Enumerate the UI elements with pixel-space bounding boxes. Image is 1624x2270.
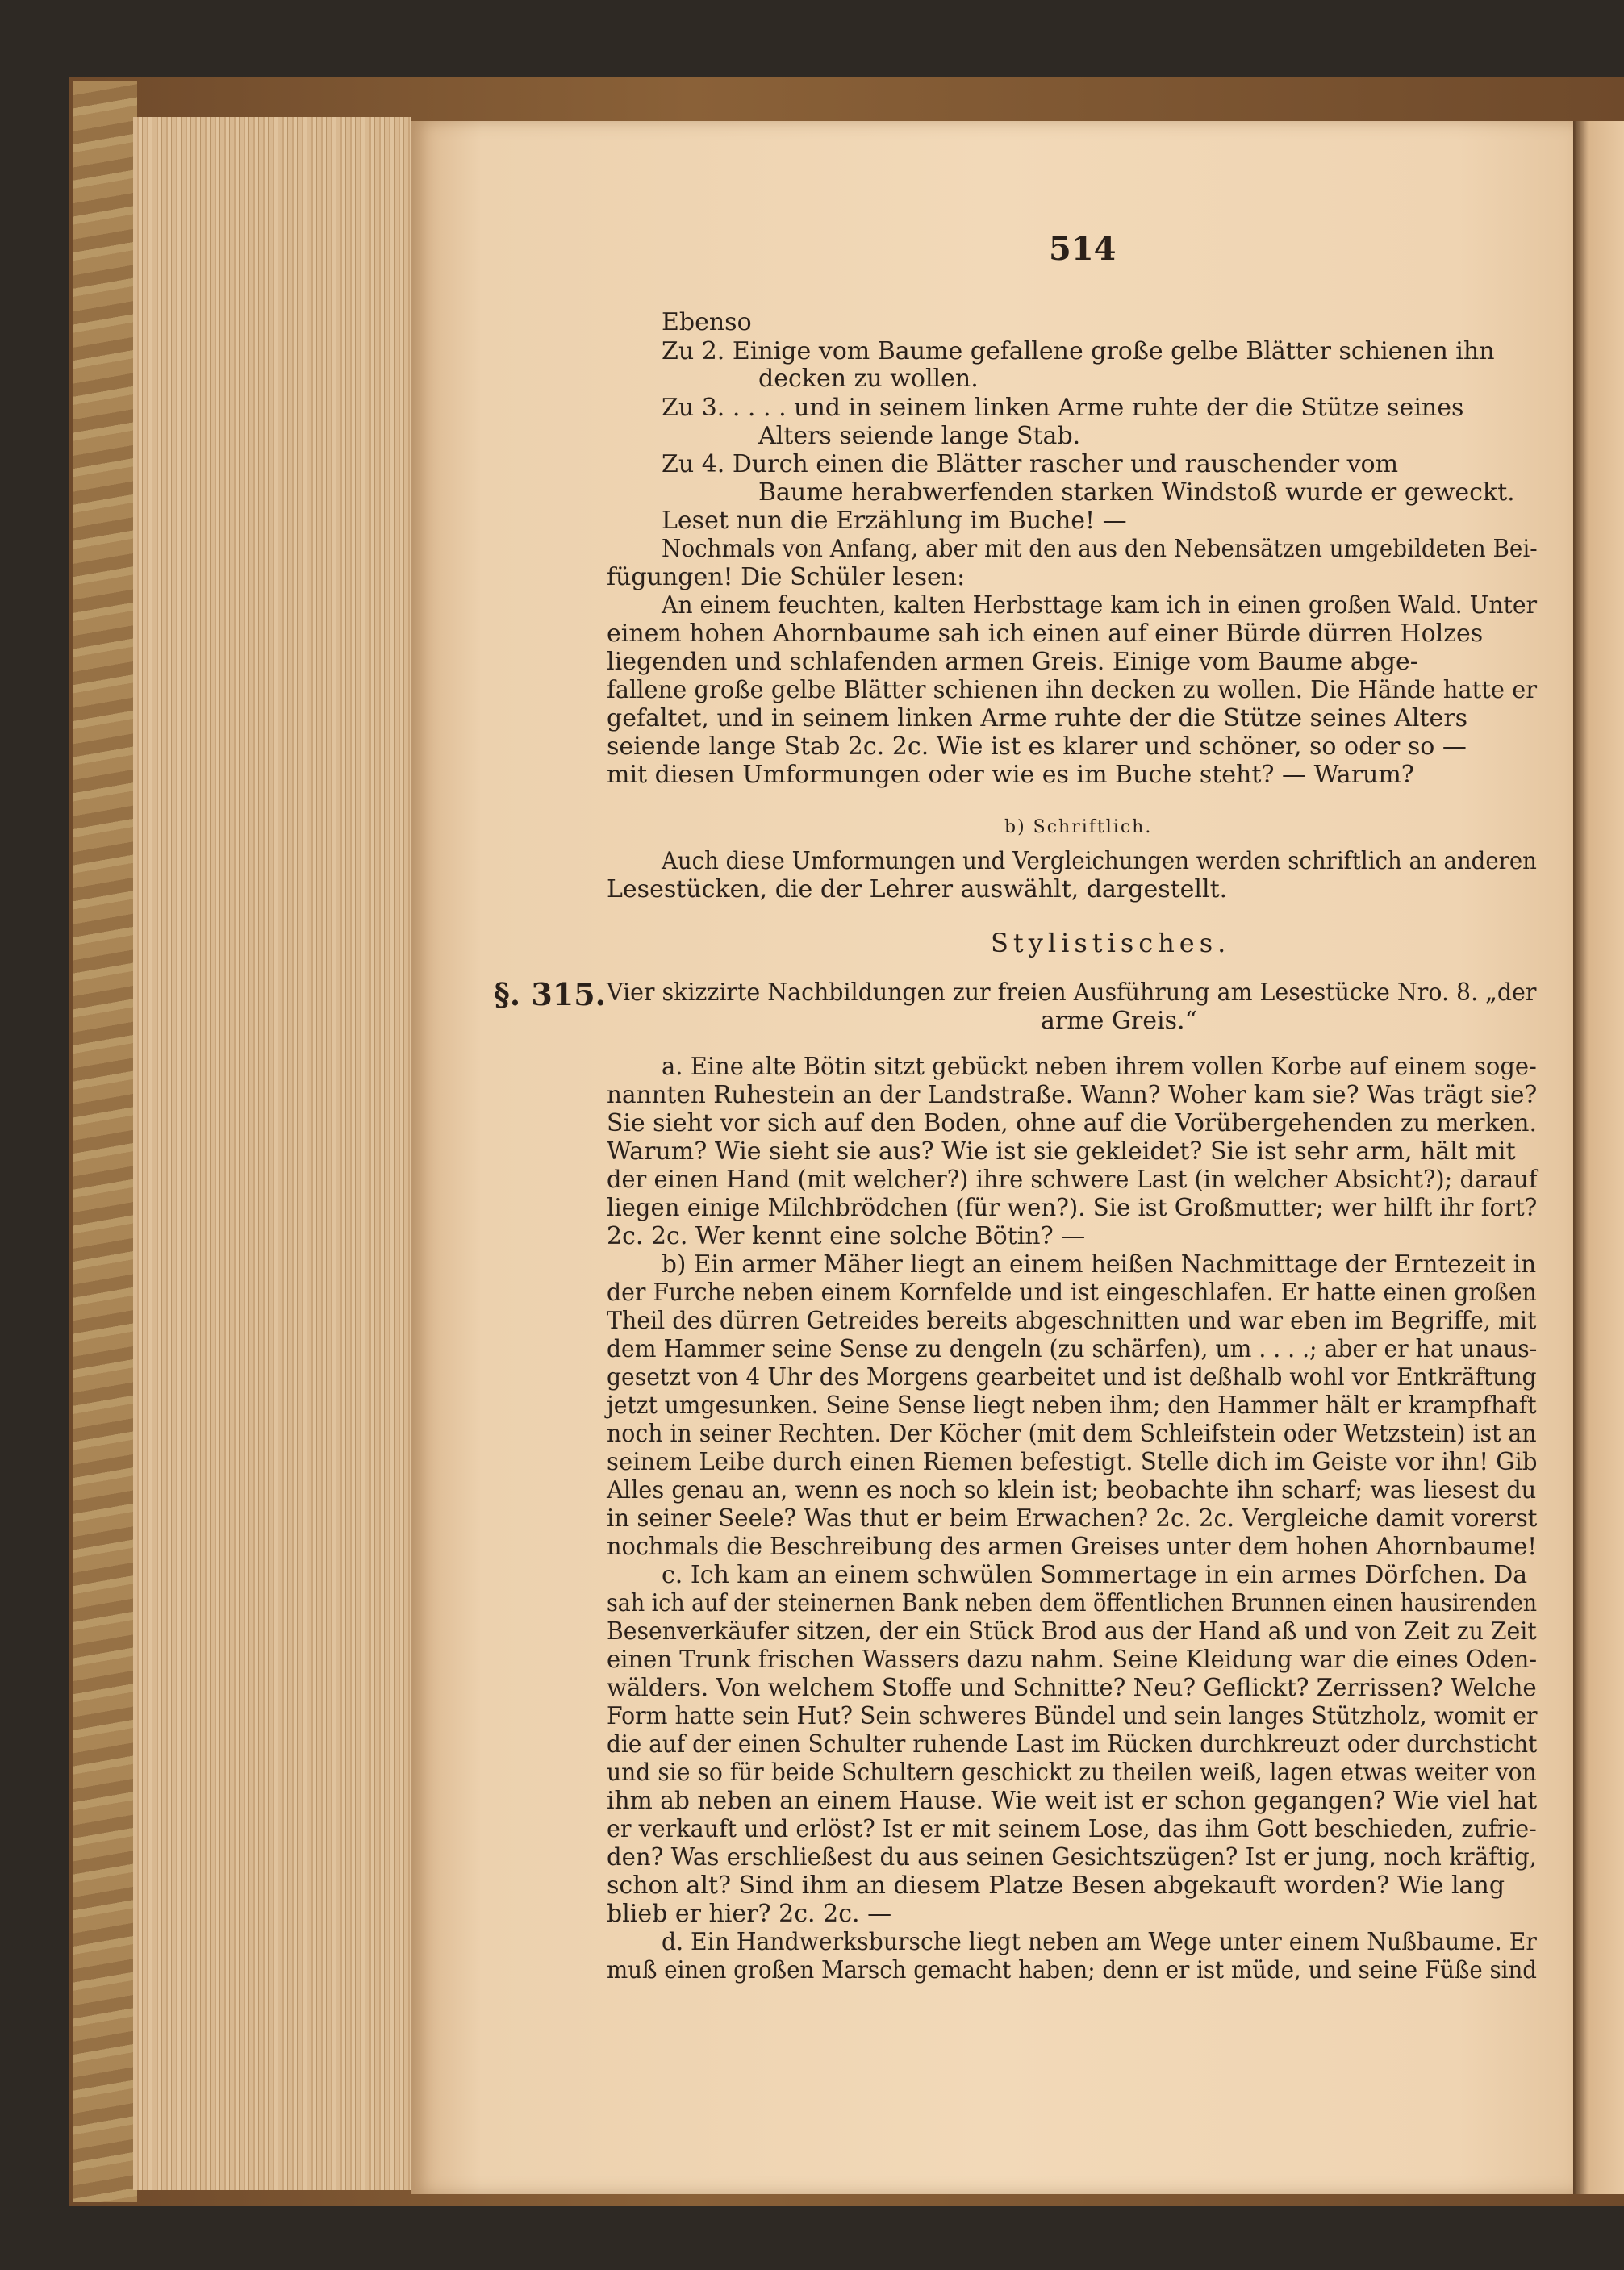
text-line: Alles genau an, wenn es noch so klein ist; beobachte ihn scharf; was liesest du (607, 1476, 1537, 1504)
facing-page-edge (1573, 121, 1624, 2194)
text-line: jetzt umgesunken. Seine Sense liegt neben ihm; den Hammer hält er krampfhaft (607, 1392, 1537, 1420)
text-line: die auf der einen Schulter ruhende Last im Rücken durchkreuzt oder durchsticht (607, 1730, 1538, 1759)
text-line: noch in seiner Rechten. Der Köcher (mit dem Schleifstein oder Wetzstein) ist an (607, 1420, 1537, 1448)
text-line: 2c. 2c. Wer kennt eine solche Bötin? — (607, 1222, 1086, 1250)
text-line: mit diesen Umformungen oder wie es im Buche steht? — Warum? (607, 761, 1414, 789)
text-line: d. Ein Handwerksbursche liegt neben am Wege unter einem Nußbaume. Er (662, 1928, 1537, 1956)
text-line: Baume herabwerfenden starken Windstoß wurde er geweckt. (758, 478, 1515, 507)
text-line: wälders. Von welchem Stoffe und Schnitte? Neu? Geflickt? Zerrissen? Welche (607, 1674, 1537, 1702)
text-line: liegenden und schlafenden armen Greis. Einige vom Baume abge- (607, 648, 1418, 676)
text-line: schon alt? Sind ihm an diesem Platze Besen abgekauft worden? Wie lang (607, 1871, 1505, 1900)
text-line: gefaltet, und in seinem linken Arme ruhte der die Stütze seines Alters (607, 704, 1468, 732)
text-line: einem hohen Ahornbaume sah ich einen auf einer Bürde dürren Holzes (607, 620, 1484, 648)
page-stack-edges (133, 117, 411, 2190)
text-line: fügungen! Die Schüler lesen: (607, 563, 966, 591)
text-line: einen Trunk frischen Wassers dazu nahm. Seine Kleidung war die eines Oden- (607, 1646, 1538, 1674)
text-line: ihm ab neben an einem Hause. Wie weit ist er schon gegangen? Wie viel hat (607, 1787, 1538, 1815)
text-line: der Furche neben einem Kornfelde und ist eingeschlafen. Er hatte einen großen (607, 1279, 1537, 1307)
text-line: der einen Hand (mit welcher?) ihre schwere Last (in welcher Absicht?); darauf (607, 1166, 1538, 1194)
text-line: Warum? Wie sieht sie aus? Wie ist sie gekleidet? Sie ist sehr arm, hält mit (607, 1137, 1516, 1166)
text-line: Zu 2. Einige vom Baume gefallene große gelbe Blätter schienen ihn (662, 337, 1495, 365)
text-line: Alters seiende lange Stab. (758, 422, 1081, 450)
text-line: gesetzt von 4 Uhr des Morgens gearbeitet und ist deßhalb wohl vor Entkräftung (607, 1363, 1537, 1392)
text-line: fallene große gelbe Blätter schienen ihn decken zu wollen. Die Hände hatte er (607, 676, 1538, 704)
text-line: blieb er hier? 2c. 2c. — (607, 1900, 892, 1928)
page-number: 514 (1049, 230, 1117, 268)
section-title: arme Greis.“ (1041, 1007, 1197, 1035)
text-line: Form hatte sein Hut? Sein schweres Bündel und sein langes Stützholz, womit er (607, 1702, 1538, 1730)
text-line: Sie sieht vor sich auf den Boden, ohne auf die Vorübergehenden zu merken. (607, 1109, 1537, 1137)
text-line: Nochmals von Anfang, aber mit den aus den Nebensätzen umgebildeten Bei- (662, 535, 1538, 563)
text-line: c. Ich kam an einem schwülen Sommertage in ein armes Dörfchen. Da (662, 1561, 1528, 1589)
text-line: in seiner Seele? Was thut er beim Erwachen? 2c. 2c. Vergleiche damit vorerst (607, 1504, 1538, 1533)
text-line: und sie so für beide Schultern geschickt zu theilen weiß, lagen etwas weiter von (607, 1759, 1537, 1787)
text-line: dem Hammer seine Sense zu dengeln (zu schärfen), um . . . .; aber er hat unaus- (607, 1335, 1538, 1363)
text-line: Besenverkäufer sitzen, der ein Stück Brod aus der Hand aß und von Zeit zu Zeit (607, 1617, 1537, 1646)
text-line: b) Ein armer Mäher liegt an einem heißen Nachmittage der Erntezeit in (662, 1250, 1537, 1279)
text-line: liegen einige Milchbrödchen (für wen?). Sie ist Großmutter; wer hilft ihr fort? (607, 1194, 1538, 1222)
text-line: Auch diese Umformungen und Vergleichungen werden schriftlich an anderen (662, 847, 1537, 875)
text-line: Theil des dürren Getreides bereits abgeschnitten und war eben im Begriffe, mit (607, 1307, 1537, 1335)
text-line: seinem Leibe durch einen Riemen befestigt. Stelle dich im Geiste vor ihn! Gib (607, 1448, 1538, 1476)
text-line: nannten Ruhestein an der Landstraße. Wann? Woher kam sie? Was trägt sie? (607, 1081, 1538, 1109)
text-line: den? Was erschließest du aus seinen Gesichtszügen? Ist er jung, noch kräftig, (607, 1843, 1537, 1871)
text-line: a. Eine alte Bötin sitzt gebückt neben ihrem vollen Korbe auf einem soge- (662, 1053, 1537, 1081)
text-line: Lesestücken, die der Lehrer auswählt, dargestellt. (607, 875, 1228, 903)
text-line: An einem feuchten, kalten Herbsttage kam ich in einen großen Wald. Unter (662, 591, 1538, 620)
text-line: Ebenso (662, 308, 752, 336)
text-line: er verkauft und erlöst? Ist er mit seinem Lose, das ihm Gott beschieden, zufrie- (607, 1815, 1537, 1843)
section-title: Vier skizzirte Nachbildungen zur freien Ausführung am Lesestücke Nro. 8. „der (607, 979, 1537, 1007)
subsection-caption: b) Schriftlich. (1004, 817, 1153, 837)
text-line: decken zu wollen. (758, 365, 979, 393)
text-line: sah ich auf der steinernen Bank neben dem öffentlichen Brunnen einen hausirenden (607, 1589, 1538, 1617)
marbled-cover-edge (73, 81, 137, 2202)
text-line: seiende lange Stab 2c. 2c. Wie ist es klarer und schöner, so oder so — (607, 732, 1467, 761)
text-line: Zu 4. Durch einen die Blätter rascher und rauschender vom (662, 450, 1399, 478)
text-line: nochmals die Beschreibung des armen Greises unter dem hohen Ahornbaume! (607, 1533, 1537, 1561)
text-line: muß einen großen Marsch gemacht haben; denn er ist müde, und seine Füße sind (607, 1956, 1537, 1984)
text-line: Leset nun die Erzählung im Buche! — (662, 507, 1127, 535)
text-line: Zu 3. . . . . und in seinem linken Arme ruhte der die Stütze seines (662, 394, 1464, 422)
section-number: §. 315. (494, 976, 606, 1012)
section-heading: Stylistisches. (991, 928, 1231, 958)
